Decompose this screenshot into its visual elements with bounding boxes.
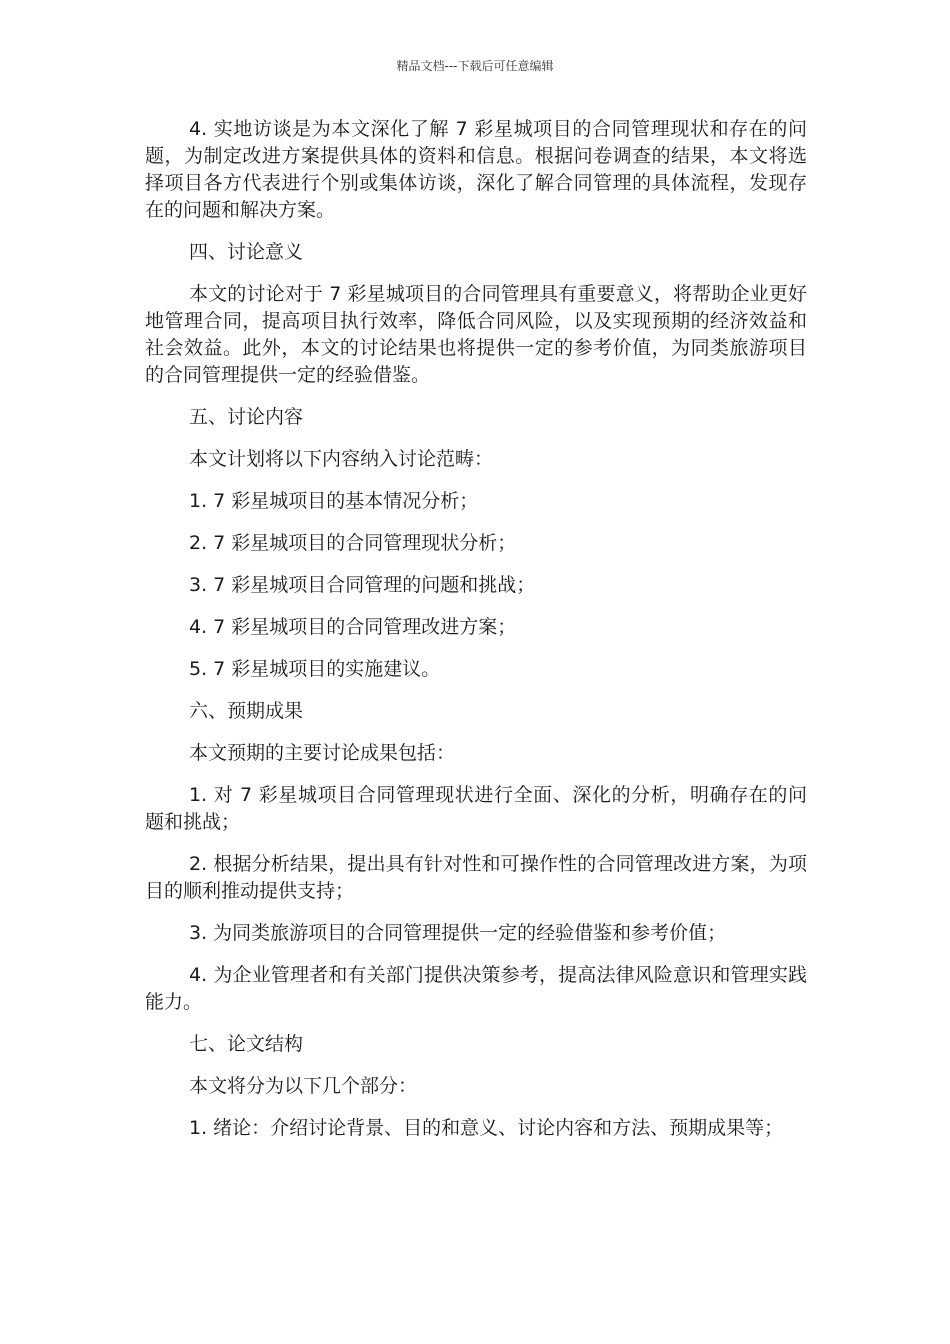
section-heading-structure: 七、论文结构 (189, 1033, 304, 1055)
list-item-content-5: 5. 7 彩星城项目的实施建议。 (189, 658, 441, 680)
list-item-content-4: 4. 7 彩星城项目的合同管理改进方案； (189, 616, 517, 638)
list-item-results-3: 3. 为同类旅游项目的合同管理提供一定的经验借鉴和参考价值； (189, 922, 727, 944)
paragraph-results-intro: 本文预期的主要讨论成果包括： (189, 742, 456, 764)
section-heading-content: 五、讨论内容 (189, 406, 304, 428)
section-heading-results: 六、预期成果 (189, 700, 304, 722)
paragraph-significance: 本文的讨论对于 7 彩星城项目的合同管理具有重要意义，将帮助企业更好地管理合同，提高项目执行效率，降低合同风险，以及实现预期的经济效益和社会效益。此外，本文的讨论结果也将提供一定的参考价值，为同类旅游项目的合同管理提供一定的经验借鉴。 (145, 283, 807, 386)
list-item-results-2: 2. 根据分析结果，提出具有针对性和可操作性的合同管理改进方案，为项目的顺利推动提供支持； (145, 853, 807, 902)
list-item-results-1: 1. 对 7 彩星城项目合同管理现状进行全面、深化的分析，明确存在的问题和挑战； (145, 784, 807, 833)
document-body (145, 116, 807, 1157)
paragraph-interview-method: 4. 实地访谈是为本文深化了解 7 彩星城项目的合同管理现状和存在的问题，为制定改进方案提供具体的资料和信息。根据问卷调查的结果，本文将选择项目各方代表进行个别或集体访谈，深化了解合同管理的具体流程，发现存在的问题和解决方案。 (145, 118, 807, 221)
list-item-content-1: 1. 7 彩星城项目的基本情况分析； (189, 490, 479, 512)
list-item-structure-1: 1. 绪论：介绍讨论背景、目的和意义、讨论内容和方法、预期成果等； (189, 1117, 784, 1139)
list-item-content-3: 3. 7 彩星城项目合同管理的问题和挑战； (189, 574, 536, 596)
paragraph-structure-intro: 本文将分为以下几个部分： (189, 1075, 418, 1097)
list-item-results-4: 4. 为企业管理者和有关部门提供决策参考，提高法律风险意识和管理实践能力。 (145, 964, 807, 1013)
list-item-content-2: 2. 7 彩星城项目的合同管理现状分析； (189, 532, 517, 554)
page-header: 精品文档---下载后可任意编辑 (396, 59, 554, 73)
paragraph-content-intro: 本文计划将以下内容纳入讨论范畴： (189, 448, 494, 470)
section-heading-significance: 四、讨论意义 (189, 241, 304, 263)
